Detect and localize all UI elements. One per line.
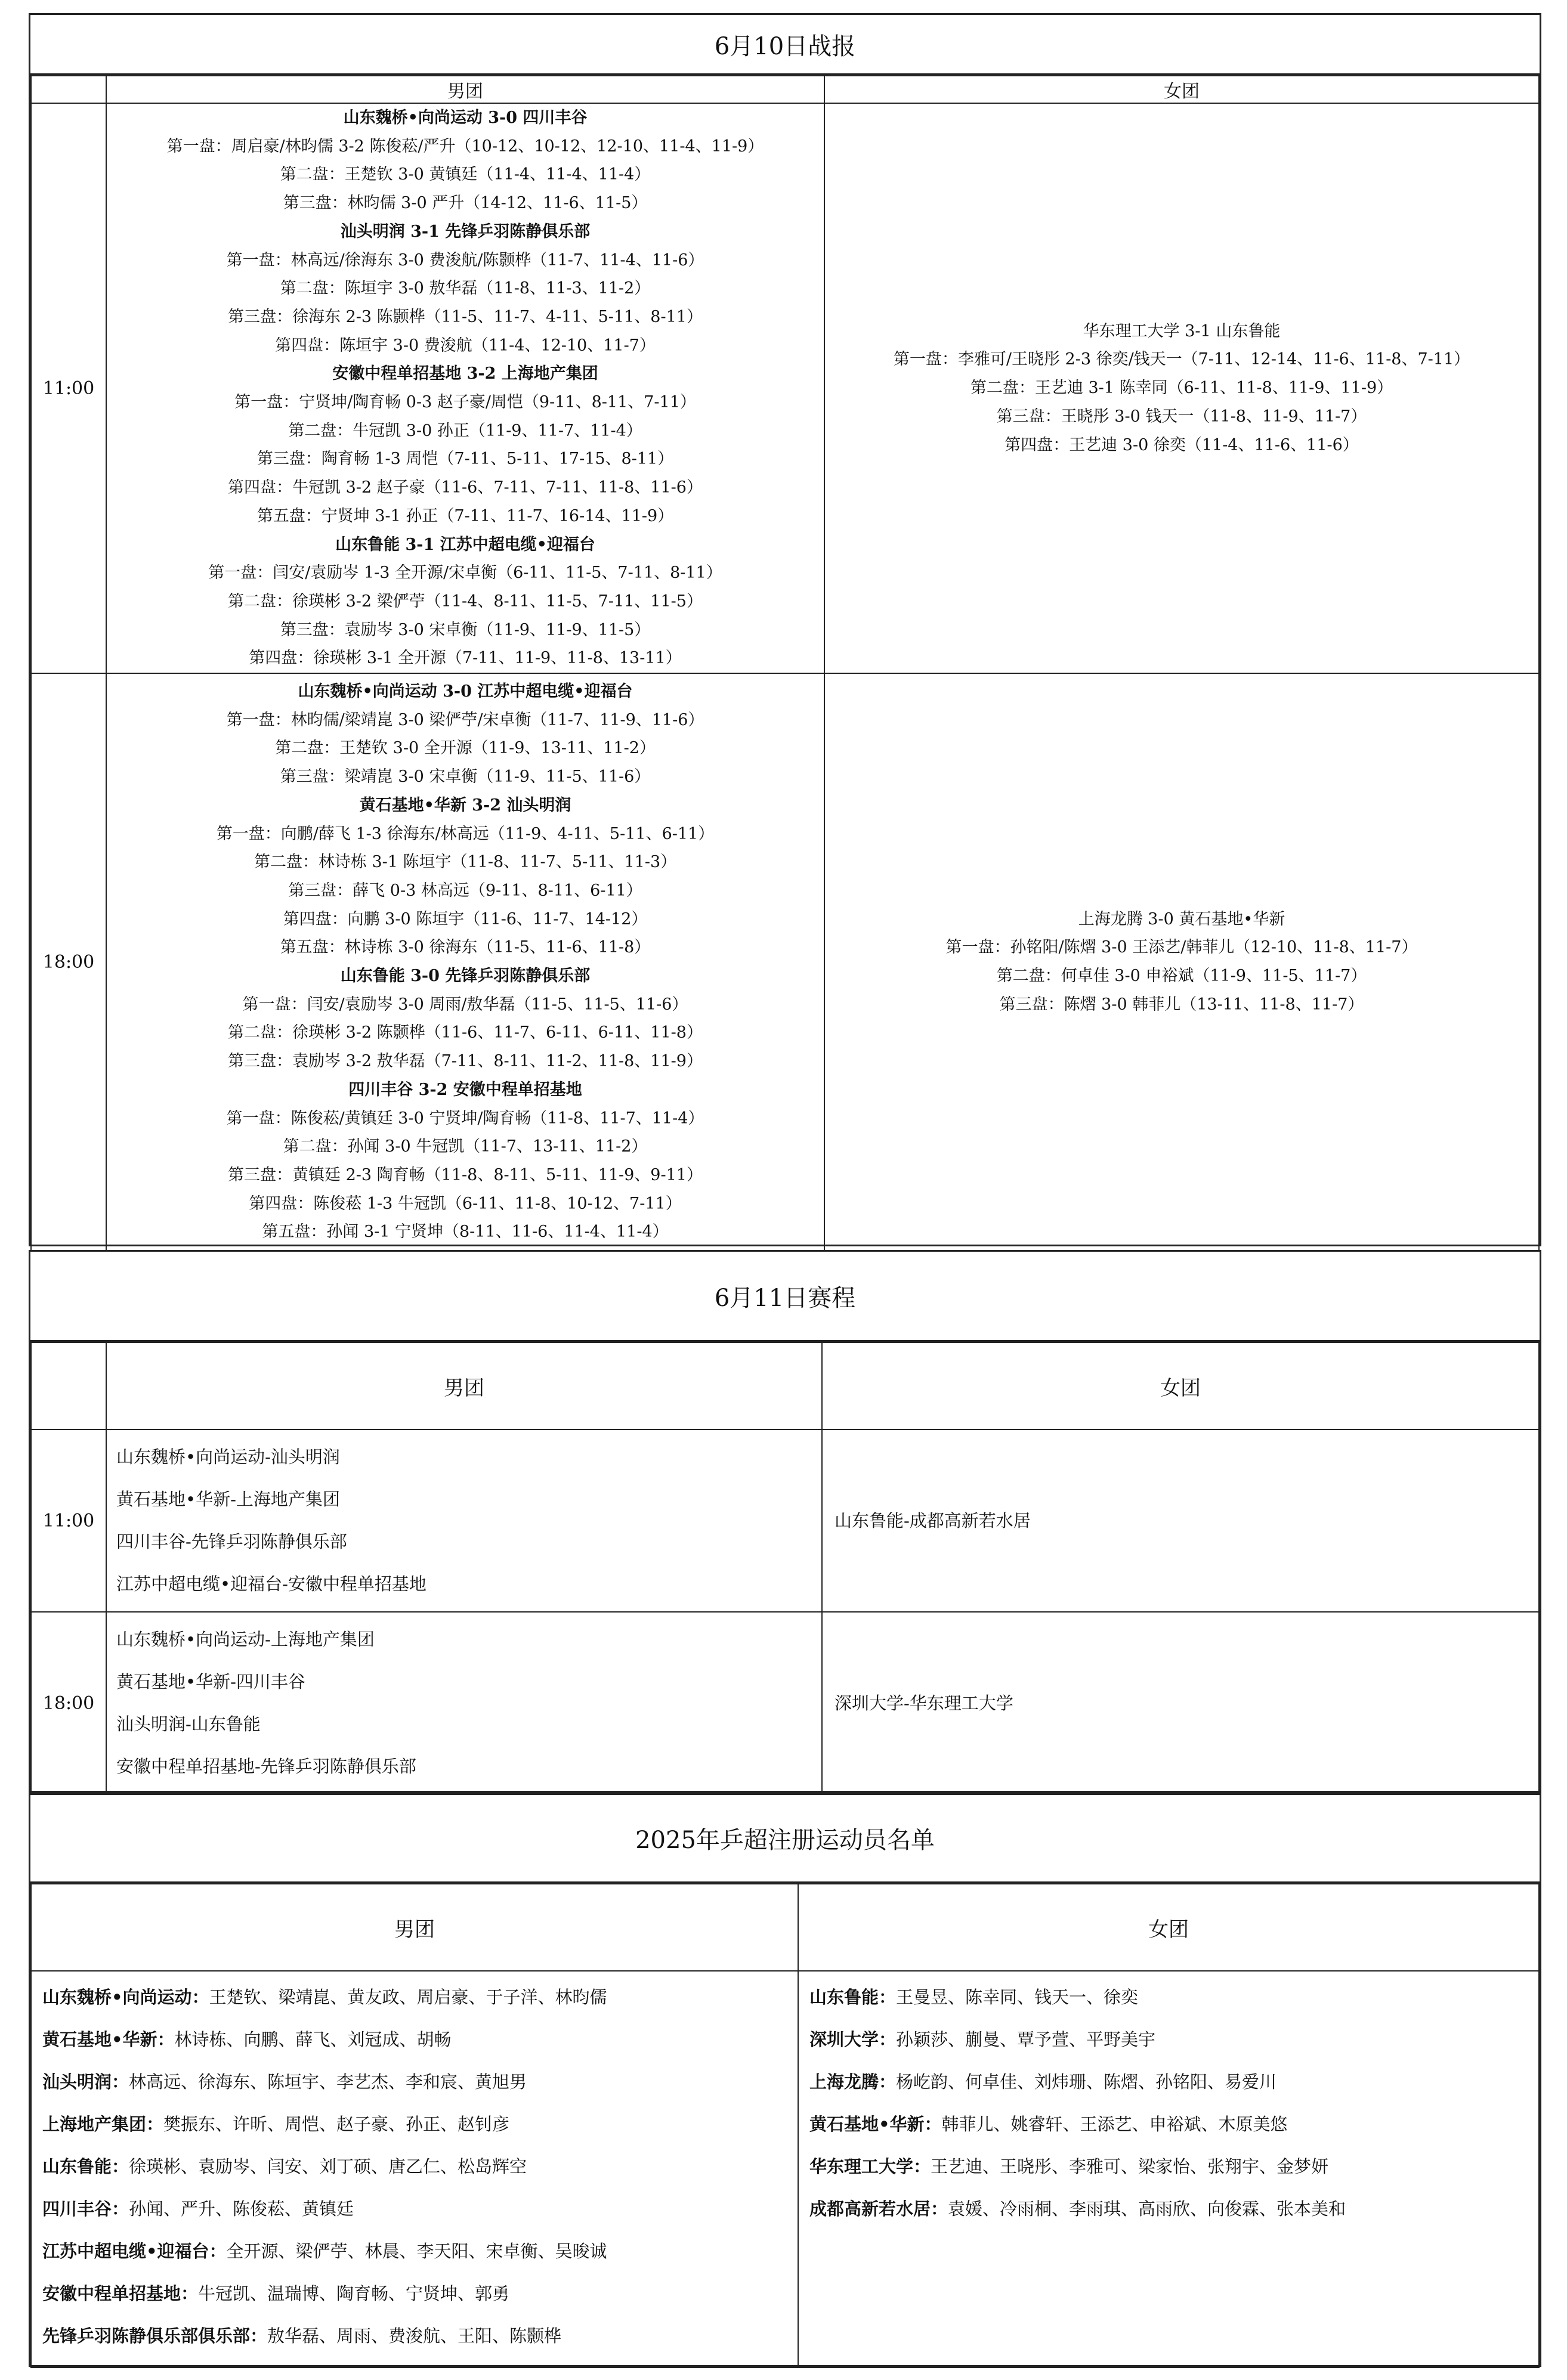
- game-result: 第三盘：薛飞 0-3 林高远（9-11、8-11、6-11）: [288, 881, 642, 900]
- fixture: 黄石基地•华新-上海地产集团: [116, 1489, 340, 1509]
- fixture: 四川丰谷-先锋乒羽陈静俱乐部: [116, 1531, 347, 1552]
- results-table: [30, 75, 1540, 1251]
- team-name: 先锋乒羽陈静俱乐部俱乐部：: [42, 2326, 268, 2346]
- team-name: 安徽中程单招基地：: [42, 2283, 199, 2304]
- roster-row: [42, 2315, 798, 2357]
- roster-row: [42, 1976, 798, 2019]
- game-result: 第二盘：何卓佳 3-0 申裕斌（11-9、11-5、11-7）: [996, 967, 1367, 986]
- player-list: 牛冠凯、温瑞博、陶育畅、宁贤坤、郭勇: [198, 2283, 510, 2304]
- player-list: 全开源、梁俨苧、林晨、李天阳、宋卓衡、吴晙诚: [226, 2241, 607, 2261]
- player-list: 韩菲儿、姚睿轩、王添艺、申裕斌、木原美悠: [941, 2114, 1288, 2134]
- roster-row: [42, 2188, 798, 2230]
- fixture: 深圳大学-华东理工大学: [835, 1692, 1013, 1713]
- match-heading: 山东鲁能 3-0 先锋乒羽陈静俱乐部: [340, 967, 591, 986]
- roster-row: [42, 2230, 798, 2273]
- women-schedule-evening: [822, 1612, 1539, 1794]
- results-section: [29, 13, 1541, 1246]
- match-heading: 山东魏桥•向尚运动 3-0 江苏中超电缆•迎福台: [298, 682, 633, 701]
- schedule-title: 6月11日赛程: [30, 1252, 1540, 1342]
- session-time: 11:00: [31, 103, 106, 673]
- fixture: 江苏中超电缆•迎福台-安徽中程单招基地: [116, 1574, 426, 1594]
- match-heading: 安徽中程单招基地 3-2 上海地产集团: [332, 364, 598, 383]
- team-name: 山东鲁能：: [42, 2156, 129, 2177]
- player-list: 王曼昱、陈幸同、钱天一、徐奕: [896, 1987, 1139, 2007]
- player-list: 孙颖莎、蒯曼、覃予萱、平野美宇: [896, 2029, 1156, 2050]
- roster-row: [42, 2103, 798, 2146]
- match-heading: 华东理工大学 3-1 山东鲁能: [1083, 321, 1281, 341]
- team-name: 黄石基地•华新：: [42, 2029, 175, 2050]
- game-result: 第一盘：李雅可/王晓彤 2-3 徐奕/钱天一（7-11、12-14、11-6、11-8、7-11）: [893, 350, 1470, 369]
- results-title: 6月10日战报: [30, 15, 1540, 75]
- game-result: 第三盘：袁励岑 3-0 宋卓衡（11-9、11-9、11-5）: [280, 620, 651, 639]
- game-result: 第四盘：牛冠凯 3-2 赵子豪（11-6、7-11、7-11、11-8、11-6）: [228, 478, 703, 497]
- men-roster: [31, 1971, 798, 2367]
- roster-row: [809, 2103, 1538, 2146]
- game-result: 第二盘：陈垣宇 3-0 敖华磊（11-8、11-3、11-2）: [280, 279, 651, 298]
- men-results-morning: [106, 103, 824, 673]
- game-result: 第一盘：林高远/徐海东 3-0 费浚航/陈颢桦（11-7、11-4、11-6）: [226, 250, 704, 270]
- schedule-corner-cell: [31, 1342, 106, 1429]
- game-result: 第四盘：陈俊菘 1-3 牛冠凯（6-11、11-8、10-12、7-11）: [249, 1194, 682, 1213]
- match-heading: 四川丰谷 3-2 安徽中程单招基地: [348, 1080, 582, 1099]
- men-schedule-morning: [106, 1429, 822, 1612]
- player-list: 樊振东、许昕、周恺、赵子豪、孙正、赵钊彦: [163, 2114, 510, 2134]
- roster-title: 2025年乒超注册运动员名单: [30, 1794, 1540, 1883]
- team-name: 四川丰谷：: [42, 2199, 129, 2219]
- schedule-men-header: 男团: [106, 1342, 822, 1429]
- team-name: 山东鲁能：: [809, 1987, 897, 2007]
- game-result: 第四盘：徐瑛彬 3-1 全开源（7-11、11-9、11-8、13-11）: [249, 649, 682, 668]
- game-result: 第三盘：王晓彤 3-0 钱天一（11-8、11-9、11-7）: [996, 407, 1367, 426]
- game-result: 第三盘：梁靖崑 3-0 宋卓衡（11-9、11-5、11-6）: [280, 767, 651, 787]
- roster-row: [42, 2061, 798, 2103]
- fixture: 汕头明润-山东鲁能: [116, 1714, 261, 1734]
- game-result: 第三盘：陈熠 3-0 韩菲儿（13-11、11-8、11-7）: [999, 995, 1364, 1014]
- schedule-women-header: 女团: [822, 1342, 1539, 1429]
- fixture: 山东魏桥•向尚运动-上海地产集团: [116, 1629, 375, 1649]
- team-name: 黄石基地•华新：: [809, 2114, 942, 2134]
- session-time: 18:00: [31, 1612, 106, 1794]
- match-heading: 黄石基地•华新 3-2 汕头明润: [359, 796, 571, 815]
- team-name: 成都高新若水居：: [809, 2199, 948, 2219]
- session-time: 18:00: [31, 673, 106, 1251]
- team-name: 深圳大学：: [809, 2029, 897, 2050]
- match-heading: 山东魏桥•向尚运动 3-0 四川丰谷: [343, 109, 588, 127]
- game-result: 第四盘：王艺迪 3-0 徐奕（11-4、11-6、11-6）: [1005, 435, 1359, 454]
- game-result: 第二盘：徐瑛彬 3-2 陈颢桦（11-6、11-7、6-11、6-11、11-8）: [228, 1023, 703, 1042]
- roster-women-header: 女团: [798, 1884, 1539, 1971]
- roster-row: [809, 2019, 1538, 2061]
- game-result: 第一盘：周启豪/林昀儒 3-2 陈俊菘/严升（10-12、10-12、12-10、11-4、11-9）: [166, 137, 764, 156]
- team-name: 山东魏桥•向尚运动：: [42, 1987, 209, 2007]
- schedule-table: [30, 1342, 1540, 1795]
- roster-row: [809, 2188, 1538, 2230]
- match-heading: 汕头明润 3-1 先锋乒羽陈静俱乐部: [340, 222, 591, 241]
- team-name: 汕头明润：: [42, 2072, 129, 2092]
- men-results-evening: [106, 673, 824, 1251]
- game-result: 第一盘：宁贤坤/陶育畅 0-3 赵子豪/周恺（9-11、8-11、7-11）: [234, 393, 696, 412]
- results-corner-cell: [31, 76, 106, 103]
- game-result: 第二盘：王艺迪 3-1 陈幸同（6-11、11-8、11-9、11-9）: [970, 379, 1393, 398]
- women-results-morning: [824, 103, 1539, 673]
- schedule-section: [29, 1250, 1541, 1793]
- game-result: 第二盘：王楚钦 3-0 全开源（11-9、13-11、11-2）: [275, 739, 656, 758]
- fixture: 安徽中程单招基地-先锋乒羽陈静俱乐部: [116, 1756, 416, 1777]
- player-list: 徐瑛彬、袁励岑、闫安、刘丁硕、唐乙仁、松岛辉空: [129, 2156, 527, 2177]
- men-schedule-evening: [106, 1612, 822, 1794]
- game-result: 第一盘：闫安/袁励岑 1-3 全开源/宋卓衡（6-11、11-5、7-11、8-11）: [208, 564, 722, 583]
- player-list: 林高远、徐海东、陈垣宇、李艺杰、李和宸、黄旭男: [129, 2072, 527, 2092]
- game-result: 第一盘：陈俊菘/黄镇廷 3-0 宁贤坤/陶育畅（11-8、11-7、11-4）: [226, 1109, 704, 1128]
- match-heading: 上海龙腾 3-0 黄石基地•华新: [1078, 909, 1285, 929]
- fixture: 黄石基地•华新-四川丰谷: [116, 1672, 305, 1692]
- session-time: 11:00: [31, 1429, 106, 1612]
- player-list: 王楚钦、梁靖崑、黄友政、周启豪、于子洋、林昀儒: [209, 1987, 607, 2007]
- player-list: 林诗栋、向鹏、薛飞、刘冠成、胡畅: [174, 2029, 452, 2050]
- roster-row: [42, 2019, 798, 2061]
- game-result: 第一盘：林昀儒/梁靖崑 3-0 梁俨苧/宋卓衡（11-7、11-9、11-6）: [226, 710, 704, 729]
- game-result: 第五盘：宁贤坤 3-1 孙正（7-11、11-7、16-14、11-9）: [256, 506, 674, 525]
- player-list: 袁媛、冷雨桐、李雨琪、高雨欣、向俊霖、张本美和: [948, 2199, 1346, 2219]
- results-men-header: 男团: [106, 76, 824, 103]
- player-list: 孙闻、严升、陈俊菘、黄镇廷: [129, 2199, 354, 2219]
- game-result: 第二盘：牛冠凯 3-0 孙正（11-9、11-7、11-4）: [288, 421, 642, 440]
- game-result: 第三盘：林昀儒 3-0 严升（14-12、11-6、11-5）: [283, 194, 648, 213]
- roster-row: [42, 2146, 798, 2188]
- game-result: 第三盘：徐海东 2-3 陈颢桦（11-5、11-7、4-11、5-11、8-11）: [228, 307, 703, 326]
- roster-row: [809, 1976, 1538, 2019]
- women-schedule-morning: [822, 1429, 1539, 1612]
- player-list: 敖华磊、周雨、费浚航、王阳、陈颢桦: [267, 2326, 562, 2346]
- player-list: 王艺迪、王晓彤、李雅可、梁家怡、张翔宇、金梦妍: [931, 2156, 1329, 2177]
- results-women-header: 女团: [824, 76, 1539, 103]
- game-result: 第二盘：林诗栋 3-1 陈垣宇（11-8、11-7、5-11、11-3）: [254, 853, 677, 872]
- fixture: 山东鲁能-成都高新若水居: [835, 1510, 1031, 1531]
- women-results-evening: [824, 673, 1539, 1251]
- game-result: 第一盘：向鹏/薛飞 1-3 徐海东/林高远（11-9、4-11、5-11、6-11）: [216, 824, 715, 843]
- women-roster: [798, 1971, 1539, 2367]
- game-result: 第二盘：孙闻 3-0 牛冠凯（11-7、13-11、11-2）: [283, 1137, 648, 1156]
- fixture: 山东魏桥•向尚运动-汕头明润: [116, 1447, 340, 1467]
- game-result: 第三盘：袁励岑 3-2 敖华磊（7-11、8-11、11-2、11-8、11-9）: [228, 1052, 703, 1071]
- game-result: 第一盘：孙铭阳/陈熠 3-0 王添艺/韩菲儿（12-10、11-8、11-7）: [945, 938, 1418, 957]
- player-list: 杨屹韵、何卓佳、刘炜珊、陈熠、孙铭阳、易爱川: [896, 2072, 1277, 2092]
- roster-men-header: 男团: [31, 1884, 798, 1971]
- team-name: 华东理工大学：: [809, 2156, 931, 2177]
- game-result: 第一盘：闫安/袁励岑 3-0 周雨/敖华磊（11-5、11-5、11-6）: [242, 995, 688, 1014]
- game-result: 第四盘：向鹏 3-0 陈垣宇（11-6、11-7、14-12）: [283, 909, 648, 929]
- team-name: 上海龙腾：: [809, 2072, 897, 2092]
- game-result: 第三盘：陶育畅 1-3 周恺（7-11、5-11、17-15、8-11）: [256, 450, 674, 469]
- roster-row: [42, 2273, 798, 2315]
- roster-row: [809, 2061, 1538, 2103]
- game-result: 第二盘：徐瑛彬 3-2 梁俨苧（11-4、8-11、11-5、7-11、11-5）: [228, 592, 703, 611]
- game-result: 第三盘：黄镇廷 2-3 陶育畅（11-8、8-11、5-11、11-9、9-11）: [228, 1165, 703, 1184]
- team-name: 上海地产集团：: [42, 2114, 164, 2134]
- game-result: 第五盘：孙闻 3-1 宁贤坤（8-11、11-6、11-4、11-4）: [262, 1223, 669, 1242]
- match-heading: 山东鲁能 3-1 江苏中超电缆•迎福台: [335, 535, 595, 554]
- game-result: 第四盘：陈垣宇 3-0 费浚航（11-4、12-10、11-7）: [275, 336, 656, 355]
- roster-table: [30, 1883, 1540, 2368]
- roster-section: [29, 1793, 1541, 2367]
- roster-row: [809, 2146, 1538, 2188]
- team-name: 江苏中超电缆•迎福台：: [42, 2241, 227, 2261]
- game-result: 第五盘：林诗栋 3-0 徐海东（11-5、11-6、11-8）: [280, 938, 651, 957]
- game-result: 第二盘：王楚钦 3-0 黄镇廷（11-4、11-4、11-4）: [280, 165, 651, 184]
